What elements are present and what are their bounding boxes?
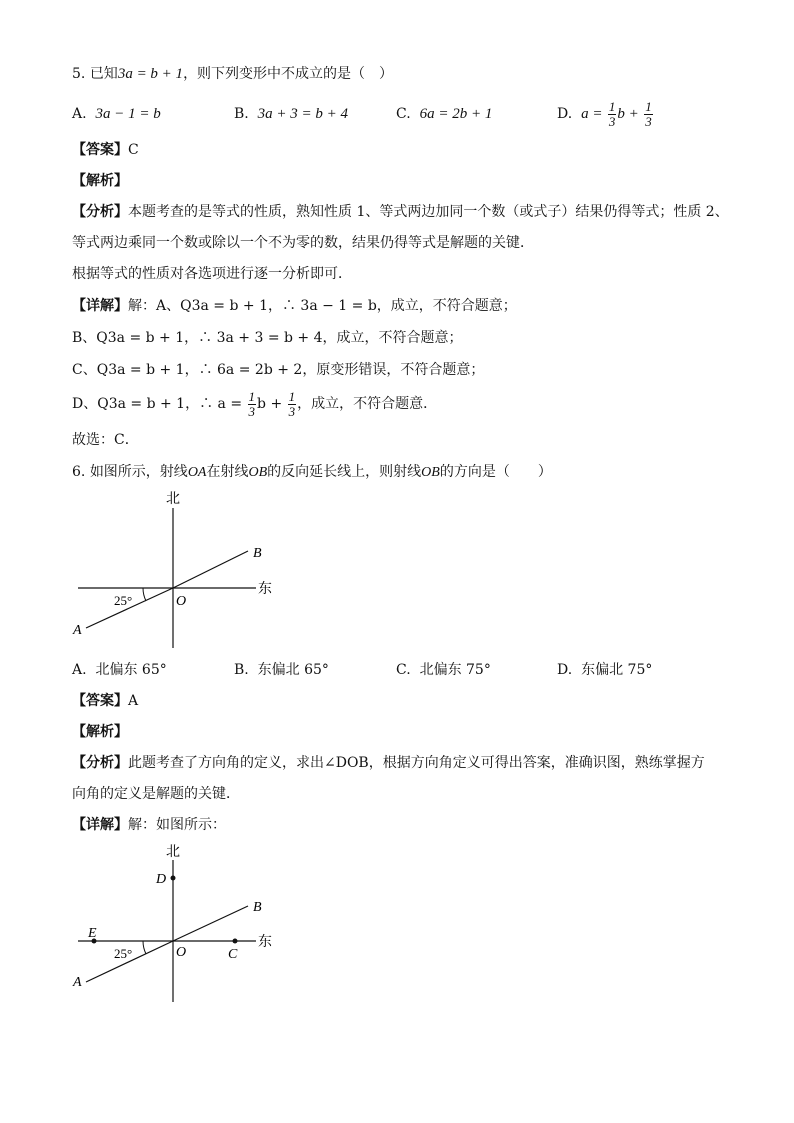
label-east: 东	[258, 934, 272, 950]
q6-stem: 6. 如图所示，射线OA在射线OB的反向延长线上，则射线OB的方向是（ ）	[72, 464, 552, 480]
label-angle: 25°	[114, 593, 133, 608]
q5-choose: 故选：C．	[72, 432, 139, 448]
q5-fenxi-1: 【分析】本题考查的是等式的性质，熟知性质 1、等式两边加同一个数（或式子）结果仍得等式；性质 2、	[72, 204, 729, 220]
label-d: D	[156, 872, 167, 887]
q6-answer: 【答案】A	[72, 693, 139, 709]
q6-figure-2	[60, 840, 290, 1006]
point-c	[233, 939, 238, 944]
q5-option-c: C. 6a = 2b + 1	[396, 106, 493, 122]
q6-fenxi-1: 【分析】此题考查了方向角的定义，求出∠DOB，根据方向角定义可得出答案，准确识图，熟练掌握方	[72, 755, 705, 771]
q5-number: 5.	[72, 66, 86, 82]
q5-detail-a: 【详解】解：A、Q3a = b + 1，∴ 3a − 1 = b，成立，不符合题意；	[72, 298, 517, 314]
q5-detail-c: C、Q3a = b + 1，∴ 6a = 2b + 2，原变形错误，不符合题意；	[72, 362, 485, 378]
label-o: O	[176, 594, 187, 609]
q5-answer: 【答案】C	[72, 142, 139, 158]
q5-option-d: D. a = $\frac{1}{3}$ b + $\frac{1}{3}$	[557, 98, 652, 129]
q5-condition: 3a = b + 1	[117, 66, 184, 82]
label-a: A	[73, 623, 82, 638]
fraction: $\frac{1}{3}$	[288, 388, 296, 419]
ray-ob	[173, 551, 248, 588]
label-e: E	[88, 926, 97, 941]
q5-prefix: 已知	[89, 66, 118, 82]
q6-option-c: C. 北偏东 75°	[396, 662, 491, 678]
q6-figure-1	[60, 488, 290, 654]
ray-ob	[173, 906, 248, 941]
angle-arc	[143, 588, 146, 601]
q5-option-b: B. 3a + 3 = b + 4	[234, 106, 349, 122]
fraction: $\frac{1}{3}$	[645, 98, 652, 129]
q6-detail-1: 【详解】解：如图所示：	[72, 817, 226, 833]
label-o: O	[176, 945, 187, 960]
q5-analysis-tag: 【解析】	[72, 173, 128, 189]
angle-arc	[143, 941, 146, 954]
label-angle: 25°	[114, 946, 133, 961]
fraction: $\frac{1}{3}$	[248, 388, 256, 419]
q6-option-d: D. 东偏北 75°	[557, 662, 653, 678]
label-a: A	[73, 975, 82, 990]
q5-suffix: ，则下列变形中不成立的是（ ）	[183, 66, 394, 82]
label-b: B	[253, 900, 262, 915]
q6-option-b: B. 东偏北 65°	[234, 662, 329, 678]
q6-analysis-tag: 【解析】	[72, 724, 128, 740]
label-north: 北	[166, 844, 180, 860]
q5-fenxi-2: 等式两边乘同一个数或除以一个不为零的数，结果仍得等式是解题的关键．	[72, 235, 534, 251]
q6-fenxi-2: 向角的定义是解题的关键．	[72, 786, 240, 802]
q6-option-a: A. 北偏东 65°	[72, 662, 167, 678]
q5-stem	[72, 64, 393, 84]
q5-detail-b: B、Q3a = b + 1，∴ 3a + 3 = b + 4，成立，不符合题意；	[72, 330, 463, 346]
q5-option-a: A. 3a − 1 = b	[72, 106, 161, 122]
label-north: 北	[166, 491, 180, 507]
q5-fenxi-3: 根据等式的性质对各选项进行逐一分析即可．	[72, 266, 352, 282]
label-c: C	[228, 947, 238, 962]
q5-detail-d: D、Q3a = b + 1，∴ a = $\frac{1}{3}$ b + $\frac{1}{3}$ ，成立，不符合题意．	[72, 388, 438, 419]
label-east: 东	[258, 581, 272, 597]
label-b: B	[253, 546, 262, 561]
fraction: $\frac{1}{3}$	[608, 98, 616, 129]
point-d	[171, 876, 176, 881]
